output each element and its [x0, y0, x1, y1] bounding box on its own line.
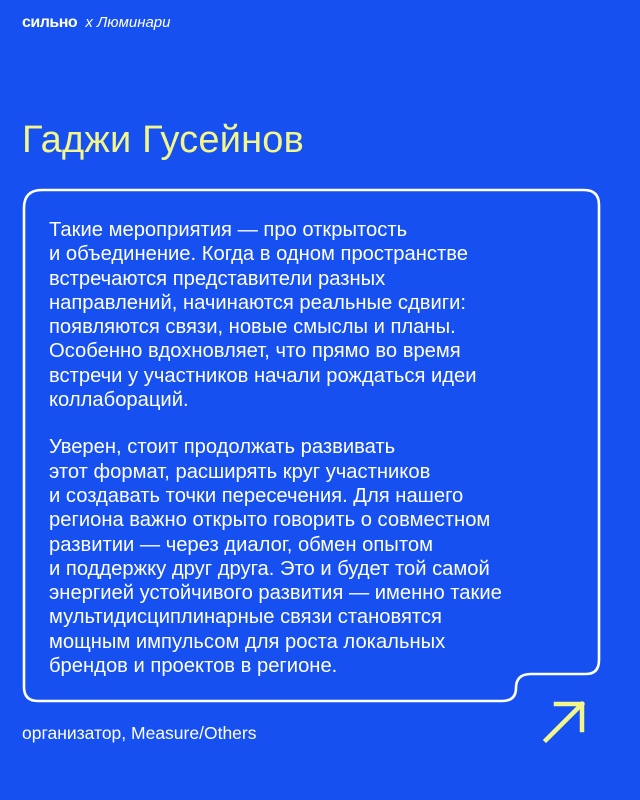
quote-line: региона важно открыто говорить о совместном — [49, 509, 491, 532]
quote-line: Такие мероприятия — про открытость — [49, 219, 408, 241]
arrow-up-right-icon — [540, 698, 588, 746]
quote-line: этот формат, расширять круг участников — [49, 460, 431, 483]
quote-line: энергией устойчивого развития — именно такие — [49, 582, 502, 605]
brand-logo: сильно — [22, 14, 78, 31]
quote-line: и объединение. Когда в одном пространстве — [49, 243, 468, 266]
quote-line: встречи у участников начали рождаться идеи — [49, 364, 477, 387]
quote-line: направлений, начинаются реальные сдвиги: — [49, 291, 466, 314]
quote-line: мультидисциплинарные связи становятся — [49, 606, 442, 629]
quote-line: и поддержку друг друга. Это и будет той самой — [49, 557, 490, 580]
quote-paragraph-2 — [49, 435, 594, 678]
quote-line: брендов и проектов в регионе. — [49, 655, 338, 678]
quote-line: встречаются представители разных — [49, 267, 386, 290]
quote-line: Уверен, стоит продолжать развивать — [49, 436, 396, 459]
quote-text — [49, 218, 594, 678]
quote-line: Особенно вдохновляет, что прямо во время — [49, 340, 461, 363]
quote-line: мощным импульсом для роста локальных — [49, 630, 446, 653]
quote-line: и создавать точки пересечения. Для нашего — [49, 484, 464, 507]
speaker-name: Гаджи Гусейнов — [22, 119, 305, 161]
brand-partner: x Люминари — [85, 14, 171, 31]
quote-line: развитии — через диалог, обмен опытом — [49, 533, 433, 556]
quote-line: коллабораций. — [49, 389, 189, 412]
quote-line: появляются связи, новые смыслы и планы. — [49, 316, 456, 339]
speaker-role: организатор, Measure/Others — [22, 723, 257, 743]
quote-paragraph-1 — [49, 218, 594, 412]
